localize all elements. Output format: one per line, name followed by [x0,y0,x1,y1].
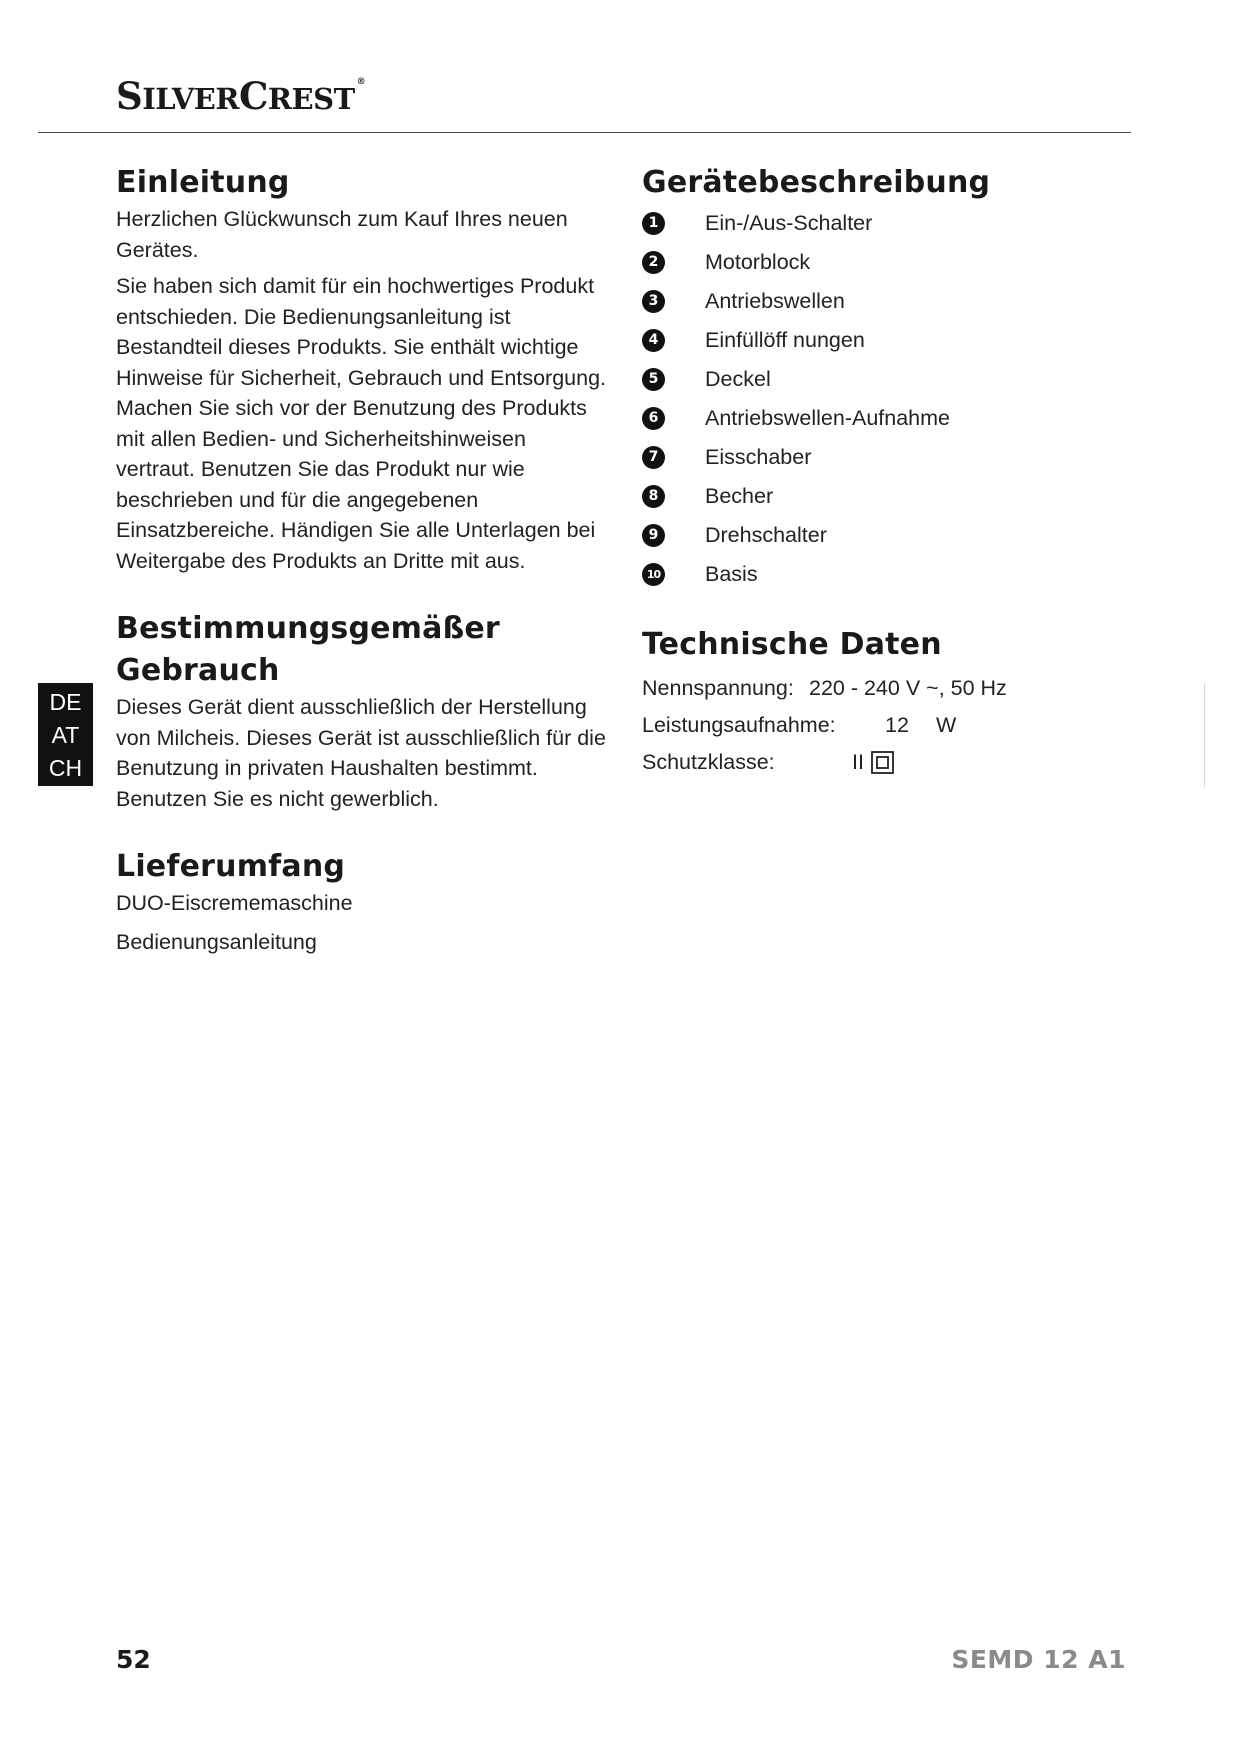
part-item [642,282,1122,321]
part-number-badge: 1 [642,212,665,235]
intro-heading: Einleitung [116,165,290,200]
right-column [642,162,1122,781]
tech-heading: Technische Daten [642,627,942,662]
part-number-badge: 9 [642,524,665,547]
part-item [642,516,1122,555]
intended-use-text: Dieses Gerät dient ausschließlich der Herstellung von Milcheis. Dieses Gerät ist ausschließlich für die Benutzung in privaten Haushalten bestimmt. Benutzen Sie es nicht gewerblich. [116,695,606,811]
scope-section [116,846,606,957]
part-number-badge: 2 [642,251,665,274]
tech-row-voltage [642,670,1122,707]
page-edge-mark [1204,683,1205,787]
part-item [642,438,1122,477]
part-item [642,399,1122,438]
part-label: Einfüllöff nungen [705,328,865,352]
tech-row-class [642,744,1122,781]
part-label: Drehschalter [705,523,827,547]
class-label: Schutzklasse: [642,750,775,774]
description-heading: Gerätebeschreibung [642,165,991,200]
part-label: Eisschaber [705,445,812,469]
power-label: Leistungsaufnahme: [642,713,836,737]
intended-use-section [116,608,606,814]
voltage-label: Nennspannung: [642,676,794,700]
part-label: Deckel [705,367,771,391]
header-rule [38,132,1131,133]
description-section [642,162,1122,594]
part-item [642,321,1122,360]
parts-list [642,204,1122,594]
part-item [642,204,1122,243]
brand-logo: SILVERCREST ® [116,74,366,118]
part-label: Basis [705,562,758,586]
part-number-badge: 10 [642,563,665,586]
part-number-badge: 5 [642,368,665,391]
intro-section [116,162,606,576]
part-number-badge: 6 [642,407,665,430]
part-label: Ein-/Aus-Schalter [705,211,873,235]
page-number: 52 [116,1645,151,1674]
part-item [642,477,1122,516]
tech-row-power [642,707,1122,744]
part-label: Becher [705,484,774,508]
part-item [642,243,1122,282]
part-number-badge: 8 [642,485,665,508]
language-tab [38,683,93,786]
power-unit: W [936,713,957,737]
voltage-value: 220 - 240 V ~, 50 Hz [809,676,1007,700]
scope-item: DUO-Eiscrememaschine [116,891,353,915]
left-column [116,162,606,957]
part-number-badge: 4 [642,329,665,352]
intro-paragraph-1: Herzlichen Glückwunsch zum Kauf Ihres neuen Gerätes. [116,207,568,262]
scope-item: Bedienungsanleitung [116,929,317,954]
part-label: Antriebswellen [705,289,845,313]
tech-section [642,624,1122,781]
protection-class-ii-icon [871,751,894,774]
intro-paragraph-2: Sie haben sich damit für ein hochwertiges Produkt entschieden. Die Bedienungsanleitung ist Bestandteil dieses Produkts. Sie enthält wichtige Hinweise für Sicherheit, Gebrauch und Entsorgung. Machen Sie sich vor der Benutzung des Produkts mit allen Bedien- und Sicherheitshinweisen vertraut. Benutzen Sie das Produkt nur wie beschrieben und für die angegebenen Einsatzbereiche. Händigen Sie alle Unterlagen bei Weitergabe des Produkts an Dritte mit aus. [116,274,606,573]
lang-code: AT [51,722,80,748]
part-item [642,555,1122,594]
part-number-badge: 7 [642,446,665,469]
scope-heading: Lieferumfang [116,849,346,884]
power-value: 12 [885,713,909,737]
model-number: SEMD 12 A1 [951,1645,1126,1674]
part-label: Motorblock [705,250,811,274]
lang-code: DE [49,689,82,715]
part-item [642,360,1122,399]
part-number-badge: 3 [642,290,665,313]
class-value: II [852,750,864,774]
tech-table [642,670,1122,781]
part-label: Antriebswellen-Aufnahme [705,406,950,430]
intended-use-heading: Bestimmungsgemäßer Gebrauch [116,611,500,688]
lang-code: CH [48,755,83,781]
